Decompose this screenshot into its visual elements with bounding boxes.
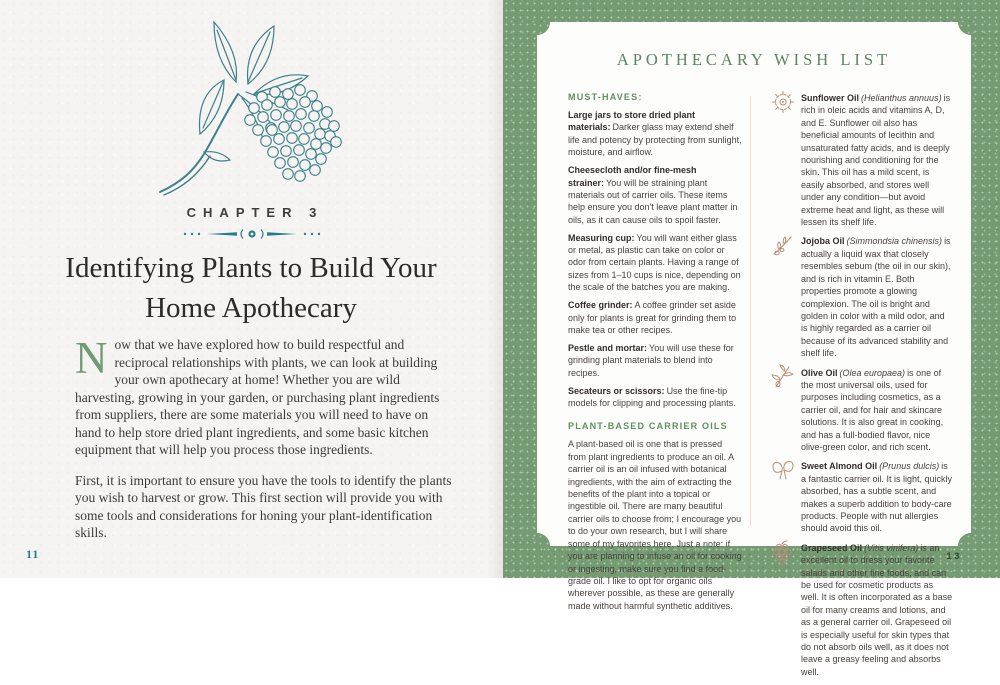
- oil-entry-olive: Olive Oil (Olea europaea) is one of the most universal oils, used for purposes including cosmetics, as a carrier oil, and for hair and skincare solutions. It is also great in cooking, and has a full-bodied flavor, nice olive-green color, and rich scent.: [801, 367, 953, 454]
- must-have-item: Secateurs or scissors: Use the fine-tip models for clipping and processing plants.: [568, 385, 736, 409]
- carrier-oils-heading: PLANT-BASED CARRIER OILS: [568, 421, 728, 432]
- chapter-ornament-icon: [0, 227, 503, 246]
- elderberry-branch-illustration: [142, 2, 377, 200]
- must-have-item: Pestle and mortar: You will use these for grinding plant materials to blend into recipes.: [568, 342, 734, 378]
- must-have-item: Cheesecloth and/or fine-mesh strainer: You will be straining plant materials out of carrier oils. These items help ensure you don't leave plant matter in oils, as it can cause oils to spoil faster.: [568, 165, 738, 225]
- page-number-right: 13: [946, 551, 962, 562]
- card-corner-notch: [537, 533, 550, 546]
- intro-paragraph-1: Now that we have explored how to build respectful and reciprocal relationships with plants, we can look at building your own apothecary at home! Whether you are wild harvesting, growing in your garden, or purchasing plant ingredients from suppliers, there are some materials you will need to have on hand to help store dried plant ingredients, and some basic kitchen equipment that will help you process those ingredients.: [75, 333, 440, 458]
- card-corner-notch: [958, 22, 971, 35]
- almond-blossom-icon: [770, 457, 796, 483]
- chapter-intro-text: [75, 333, 453, 542]
- page-number-left: 11: [26, 547, 40, 561]
- olive-branch-icon: [770, 364, 796, 390]
- must-haves-column: [568, 92, 742, 685]
- oil-entry-grapeseed: Grapeseed Oil (Vitis vinifera) is an excellent oil to dress your favorite salads and other fine foods, and can be used for cosmetic products as well. It is often incorporated as a base oil for many creams and lotions, and as a general carrier oil. Grapeseed oil is especially useful for skin types that do not absorb oils well, as it does not leave a greasy feeling and absorbs well.: [801, 542, 953, 678]
- oil-entry-sunflower: Sunflower Oil (Helianthus annuus) is rich in oleic acids and vitamins A, D, and E. Sunflower oil also has beneficial amounts of lecithin and unsaturated fatty acids, and is deeply nourishing and conditioning for the skin. This oil has a mild scent, is easily absorbed, and stores well under any condition—but avoid extreme heat and light, as these will lessen its shelf life.: [801, 92, 953, 228]
- sunflower-icon: [770, 89, 796, 115]
- card-corner-notch: [537, 22, 550, 35]
- must-have-item: Large jars to store dried plant materials: Darker glass may extend shelf life and potency by protecting from sunlight, moisture, and airflow.: [568, 110, 742, 158]
- oils-column: [801, 92, 953, 685]
- spine-shadow: [487, 0, 503, 578]
- must-haves-heading: MUST-HAVES:: [568, 92, 643, 102]
- right-page: [503, 0, 1000, 677]
- chapter-label: CHAPTER 3: [186, 205, 324, 220]
- grape-cluster-icon: [770, 539, 796, 565]
- oil-entry-jojoba: Jojoba Oil (Simmondsia chinensis) is actually a liquid wax that closely resembles sebum (the oil in our skin), and is rich in vitamin E. Both properties promote a glowing complexion. The oil is bright and golden in color with a mild odor, and is highly regarded as a carrier oil because of its advanced stability and shelf life.: [801, 235, 953, 359]
- dropcap: N: [75, 333, 108, 383]
- jojoba-branch-icon: [770, 232, 796, 258]
- must-have-item: Measuring cup: You will want either glass or metal, as plastic can take on color or odor from certain plants. Having a range of sizes from 1–10 cups is nice, depending on the scale of the batches you are making.: [568, 232, 741, 293]
- left-page: [0, 0, 503, 578]
- must-have-item: Coffee grinder: A coffee grinder set aside only for plants is great for grinding them to make tea or other recipes.: [568, 300, 737, 335]
- carrier-oils-intro: A plant-based oil is one that is pressed from plant ingredients to produce an oil. A carrier oil is an oil infused with botanical ingredients, with the aim of extracting the benefits of the plant into a topical or ingestible oil. There are many beautiful carrier oils to choose from; I encourage you to do your own research, but I will share some of my favorites here. Just a note: if you are planning to infuse an oil for cooking or ingesting, make sure you find a food-grade oil. I like to opt for organic oils wherever possible, as these are generally made without harmful synthetic additives.: [568, 439, 742, 611]
- card-corner-notch: [958, 533, 971, 546]
- oil-entry-sweet-almond: Sweet Almond Oil (Prunus dulcis) is a fantastic carrier oil. It is light, quickly absorbed, has a subtle scent, and makes a superb addition to body-care products. People with nut allergies should avoid this oil.: [801, 460, 953, 534]
- chapter-title: Identifying Plants to Build Your Home Apothecary: [65, 252, 437, 325]
- intro-paragraph-2: First, it is important to ensure you have the tools to identify the plants you wish to harvest or grow. This first section will provide you with some tools and considerations for honing your plant-identification skills.: [75, 472, 452, 541]
- wishlist-title: APOTHECARY WISH LIST: [616, 50, 892, 69]
